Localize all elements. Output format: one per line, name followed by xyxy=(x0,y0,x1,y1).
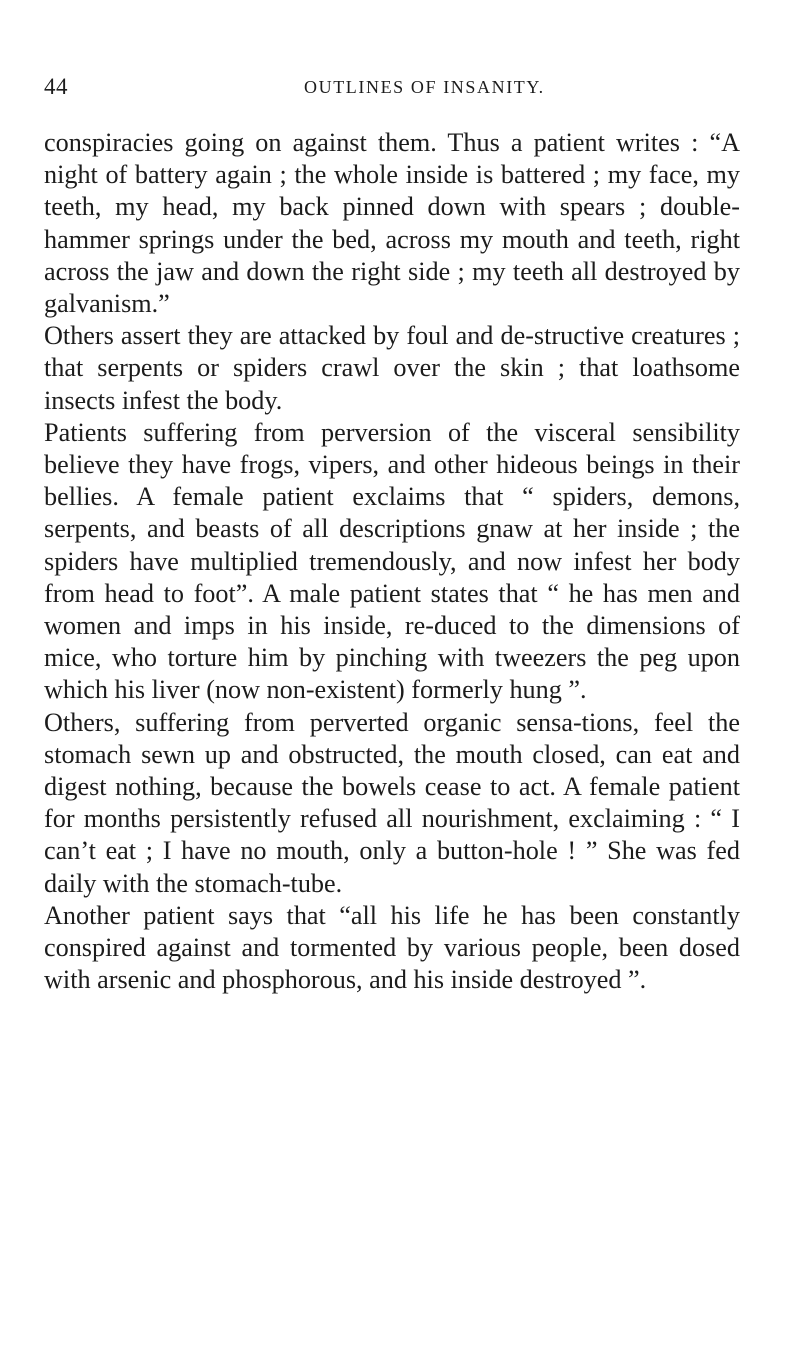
paragraph-1: conspiracies going on against them. Thus a patient writes : “A night of battery again ; the whole inside is battered ; my face, my teeth, my head, my back pinned down with spears ; double-hammer springs under the bed, across my mouth and teeth, right across the jaw and down the right side ; my teeth all destroyed by galvanism.” xyxy=(44,128,740,319)
running-head: OUTLINES OF INSANITY. xyxy=(304,77,545,97)
paragraph-5: Another patient says that “all his life he has been constantly conspired against and tormented by various people, been dosed with arsenic and phosphorous, and his inside destroyed ”. xyxy=(44,900,740,995)
page-header xyxy=(44,74,734,104)
paragraph-3: Patients suffering from perversion of the visceral sensibility believe they have frogs, vipers, and other hideous beings in their bellies. A female patient exclaims that “ spiders, demons, serpents, and beasts of all descriptions gnaw at her inside ; the spiders have multiplied tremendously, and now infest her body from head to foot”. A male patient states that “ he has men and women and imps in his inside, re-duced to the dimensions of mice, who torture him by pinching with tweezers the peg upon which his liver (now non-existent) formerly hung ”. xyxy=(44,417,740,705)
paragraph-4: Others, suffering from perverted organic sensa-tions, feel the stomach sewn up and obstructed, the mouth closed, can eat and digest nothing, because the bowels cease to act. A female patient for months persistently refused all nourishment, exclaiming : “ I can’t eat ; I have no mouth, only a button-hole ! ” She was fed daily with the stomach-tube. xyxy=(44,707,740,898)
page-number: 44 xyxy=(44,74,68,99)
body-text xyxy=(44,127,740,996)
paragraph-2: Others assert they are attacked by foul and de-structive creatures ; that serpents or spiders crawl over the skin ; that loathsome insects infest the body. xyxy=(44,321,740,415)
